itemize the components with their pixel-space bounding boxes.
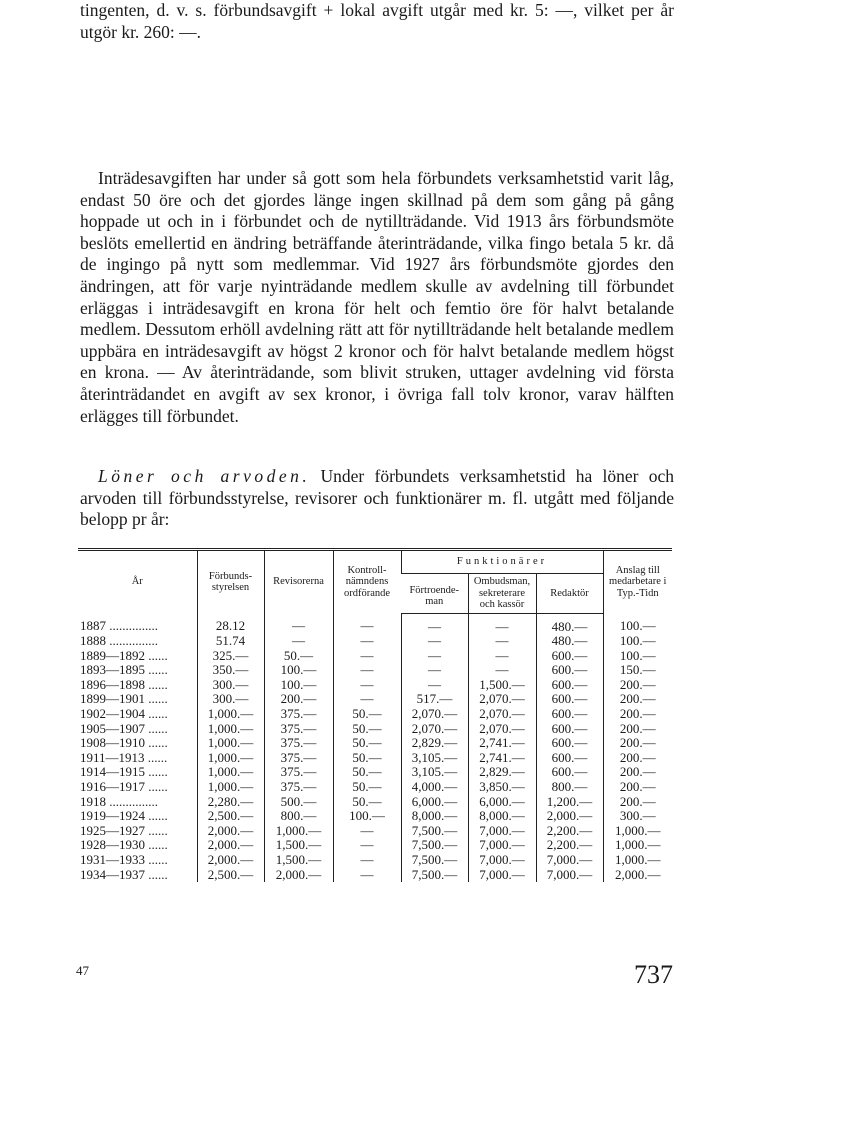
table-cell: 1931—1933 ...... bbox=[80, 852, 168, 867]
table-row bbox=[78, 678, 672, 693]
table-cell: 2,070.— bbox=[468, 722, 536, 737]
salary-table bbox=[78, 548, 672, 882]
table-cell: — bbox=[468, 663, 536, 678]
header-revisorer: Revisorerna bbox=[264, 550, 333, 614]
table-cell: 1914—1915 ...... bbox=[80, 764, 168, 780]
table-cell: 200.— bbox=[603, 707, 672, 722]
table-cell: 200.— bbox=[603, 751, 672, 766]
table-cell: 100.— bbox=[264, 678, 333, 693]
table-cell: 4,000.— bbox=[401, 780, 468, 795]
table-cell: 480.— bbox=[536, 613, 603, 634]
table-cell: 1,000.— bbox=[603, 824, 672, 839]
table-row bbox=[78, 707, 672, 722]
table-cell: 2,829.— bbox=[468, 765, 536, 780]
table-cell: 7,500.— bbox=[401, 868, 468, 883]
table-cell: 7,500.— bbox=[401, 853, 468, 868]
table-cell: 2,000.— bbox=[197, 824, 264, 839]
table-cell: 2,200.— bbox=[536, 838, 603, 853]
table-row bbox=[78, 722, 672, 737]
table-row bbox=[78, 868, 672, 883]
table-cell: 2,500.— bbox=[197, 868, 264, 883]
table-cell: 50.— bbox=[333, 751, 401, 766]
table-cell: 1,000.— bbox=[197, 780, 264, 795]
table-cell: 1,500.— bbox=[264, 838, 333, 853]
table-cell: 1,000.— bbox=[603, 838, 672, 853]
table-cell: 1899—1901 ...... bbox=[80, 691, 168, 707]
table-cell: 1,000.— bbox=[197, 722, 264, 737]
table-cell: 200.— bbox=[603, 678, 672, 693]
paragraph-1: tingenten, d. v. s. förbundsavgift + lokal avgift utgår med kr. 5: —, vilket per år utgör kr. 260: —. bbox=[80, 0, 674, 42]
table-cell: — bbox=[401, 634, 468, 649]
table-cell: 8,000.— bbox=[468, 809, 536, 824]
table-cell: 100.— bbox=[264, 663, 333, 678]
table-cell: 2,070.— bbox=[401, 707, 468, 722]
table-cell: 100.— bbox=[333, 809, 401, 824]
table-cell: 2,000.— bbox=[197, 838, 264, 853]
table-cell: 7,500.— bbox=[401, 824, 468, 839]
table-cell: 1919—1924 ...... bbox=[80, 808, 168, 824]
header-fortroende: Förtroendeman bbox=[401, 574, 468, 614]
table-cell: 50.— bbox=[333, 722, 401, 737]
table-cell: 375.— bbox=[264, 765, 333, 780]
paragraph-3-body: Under förbundets verksamhetstid ha löner och arvoden till förbundsstyrelse, revisorer och funktionärer m. fl. utgått med följande belopp pr år: bbox=[80, 466, 674, 530]
table-cell: 2,000.— bbox=[603, 868, 672, 883]
table-cell: 1,000.— bbox=[197, 736, 264, 751]
table-cell: 7,000.— bbox=[536, 853, 603, 868]
table-cell: 1887 ............... bbox=[80, 618, 158, 634]
table-cell: 2,829.— bbox=[401, 736, 468, 751]
table-cell: 200.— bbox=[603, 692, 672, 707]
table-row bbox=[78, 613, 672, 634]
table-cell: 800.— bbox=[536, 780, 603, 795]
table-cell: 3,850.— bbox=[468, 780, 536, 795]
table-cell: 2,070.— bbox=[468, 707, 536, 722]
table-row bbox=[78, 751, 672, 766]
header-kontroll: Kontrollnämndens ordförande bbox=[333, 550, 401, 614]
table-cell: 1918 ............... bbox=[80, 793, 158, 809]
table-cell: 1,000.— bbox=[197, 707, 264, 722]
table-row bbox=[78, 809, 672, 824]
table-cell: 200.— bbox=[603, 795, 672, 810]
table-cell: — bbox=[401, 663, 468, 678]
table-cell: 1,000.— bbox=[603, 853, 672, 868]
table-cell: — bbox=[468, 634, 536, 649]
table-cell: 1888 ............... bbox=[80, 633, 158, 649]
table-cell: 2,741.— bbox=[468, 736, 536, 751]
table-cell: 1902—1904 ...... bbox=[80, 706, 168, 722]
table-cell: 1,200.— bbox=[536, 795, 603, 810]
table-cell: 500.— bbox=[264, 795, 333, 810]
table-body bbox=[78, 613, 672, 882]
table-cell: 6,000.— bbox=[468, 795, 536, 810]
table-cell: 150.— bbox=[603, 663, 672, 678]
table-cell: — bbox=[333, 853, 401, 868]
table-cell: 1889—1892 ...... bbox=[80, 647, 168, 663]
table-cell: — bbox=[401, 613, 468, 634]
table-cell: 3,105.— bbox=[401, 751, 468, 766]
table-cell: 1,000.— bbox=[197, 765, 264, 780]
table-row bbox=[78, 765, 672, 780]
table-cell: 2,070.— bbox=[468, 692, 536, 707]
table-cell: 375.— bbox=[264, 736, 333, 751]
table-cell: 28.12 bbox=[197, 613, 264, 634]
table-cell: 600.— bbox=[536, 692, 603, 707]
table-cell: — bbox=[333, 692, 401, 707]
table-cell: 100.— bbox=[603, 634, 672, 649]
table-cell: 375.— bbox=[264, 780, 333, 795]
table-row bbox=[78, 663, 672, 678]
table-cell: 600.— bbox=[536, 663, 603, 678]
table-cell: 375.— bbox=[264, 722, 333, 737]
header-year: År bbox=[131, 576, 143, 588]
table-cell: 1911—1913 ...... bbox=[80, 749, 168, 765]
table-cell: 6,000.— bbox=[401, 795, 468, 810]
paragraph-2: Inträdesavgiften har under så gott som hela förbundets verksamhetstid varit låg, endast 50 öre och det gjordes länge ingen skillnad på dem som gång på gång hoppade ut och in i förbundet och de nytillträdande. Vid 1913 års förbundsmöte beslöts emellertid en ändring beträffande återinträdande, vilka fingo betala 5 kr. då de ingingo på nytt som medlemmar. Vid 1927 års förbundsmöte gjordes den ändringen, att för varje nyinträdande medlem skulle av avdelning till förbundet erläggas i inträdesavgift en krona för helt och femtio öre för halvt betalande medlem. Dessutom erhöll avdelning rätt att för nytillträdande helt betalande medlem uppbära en inträdesavgift av högst 2 kronor och för halvt betalande medlem högst en krona. — Av återinträdande, som blivit struken, uttager avdelning vid första återinträdandet en avgift av sex kronor, i övriga fall tolv kronor, varav hälften erlägges till förbundet. bbox=[80, 168, 674, 426]
table-cell: 7,000.— bbox=[468, 824, 536, 839]
table-cell: 2,000.— bbox=[264, 868, 333, 883]
header-ombudsman: Ombudsman, sekreterare och kassör bbox=[468, 574, 536, 614]
table-row bbox=[78, 795, 672, 810]
table-cell: 2,200.— bbox=[536, 824, 603, 839]
table-cell: 480.— bbox=[536, 634, 603, 649]
table-cell: 1896—1898 ...... bbox=[80, 676, 168, 692]
table-cell: 600.— bbox=[536, 678, 603, 693]
paragraph-3 bbox=[80, 466, 674, 531]
table-cell: — bbox=[401, 649, 468, 664]
header-anslag: Anslag till medarbetare i Typ.-Tidn bbox=[603, 550, 672, 614]
table-cell: 600.— bbox=[536, 751, 603, 766]
table-cell: — bbox=[264, 634, 333, 649]
table-cell: — bbox=[333, 824, 401, 839]
table-cell: 7,000.— bbox=[468, 838, 536, 853]
table-cell: — bbox=[333, 634, 401, 649]
table-cell: 300.— bbox=[197, 692, 264, 707]
table-cell: 50.— bbox=[333, 780, 401, 795]
table-cell: 1925—1927 ...... bbox=[80, 822, 168, 838]
table-cell: 100.— bbox=[603, 613, 672, 634]
table-row bbox=[78, 649, 672, 664]
table-cell: 2,500.— bbox=[197, 809, 264, 824]
table-cell: 600.— bbox=[536, 722, 603, 737]
table-cell: 8,000.— bbox=[401, 809, 468, 824]
table-cell: — bbox=[401, 678, 468, 693]
table-cell: 375.— bbox=[264, 707, 333, 722]
table-cell: 1916—1917 ...... bbox=[80, 779, 168, 795]
section-heading: Löner och arvoden. bbox=[98, 466, 311, 486]
body-text-2 bbox=[80, 168, 674, 427]
table-cell: 2,280.— bbox=[197, 795, 264, 810]
table-cell: — bbox=[468, 649, 536, 664]
table-row bbox=[78, 780, 672, 795]
table-row bbox=[78, 692, 672, 707]
table-cell: — bbox=[333, 678, 401, 693]
table-cell: 200.— bbox=[603, 736, 672, 751]
table-cell: 1,000.— bbox=[264, 824, 333, 839]
table-cell: 300.— bbox=[197, 678, 264, 693]
table-row bbox=[78, 736, 672, 751]
table-cell: 517.— bbox=[401, 692, 468, 707]
table-cell: 1893—1895 ...... bbox=[80, 662, 168, 678]
table-cell: — bbox=[333, 663, 401, 678]
table-cell: 50.— bbox=[264, 649, 333, 664]
table-cell: 350.— bbox=[197, 663, 264, 678]
table-cell: 600.— bbox=[536, 765, 603, 780]
table-cell: 7,000.— bbox=[536, 868, 603, 883]
table-cell: — bbox=[333, 838, 401, 853]
table-cell: 300.— bbox=[603, 809, 672, 824]
page-number-left: 47 bbox=[76, 963, 89, 978]
header-funktionarer: Funktionärer bbox=[401, 550, 603, 574]
table-cell: 800.— bbox=[264, 809, 333, 824]
page-number-right: 737 bbox=[634, 960, 673, 989]
table-cell: 2,070.— bbox=[401, 722, 468, 737]
table-cell: 200.— bbox=[603, 765, 672, 780]
table-cell: 50.— bbox=[333, 765, 401, 780]
table-cell: 2,000.— bbox=[197, 853, 264, 868]
table-row bbox=[78, 634, 672, 649]
table-cell: — bbox=[333, 613, 401, 634]
table-cell: 51.74 bbox=[197, 634, 264, 649]
table-cell: 1,000.— bbox=[197, 751, 264, 766]
table-cell: 7,500.— bbox=[401, 838, 468, 853]
table-cell: 600.— bbox=[536, 736, 603, 751]
table-cell: 100.— bbox=[603, 649, 672, 664]
table-cell: 325.— bbox=[197, 649, 264, 664]
table-cell: 50.— bbox=[333, 707, 401, 722]
table-cell: 375.— bbox=[264, 751, 333, 766]
table-cell: 1934—1937 ...... bbox=[80, 866, 168, 882]
body-text bbox=[80, 0, 674, 43]
table-cell: 3,105.— bbox=[401, 765, 468, 780]
table-cell: 50.— bbox=[333, 795, 401, 810]
header-styrelse: Förbundsstyrelsen bbox=[197, 550, 264, 614]
table-cell: 600.— bbox=[536, 649, 603, 664]
table-cell: 600.— bbox=[536, 707, 603, 722]
table-cell: 1,500.— bbox=[264, 853, 333, 868]
body-text-3 bbox=[80, 466, 674, 531]
table-cell: 1908—1910 ...... bbox=[80, 735, 168, 751]
table-cell: 200.— bbox=[603, 780, 672, 795]
table-cell: 2,000.— bbox=[536, 809, 603, 824]
table-cell: — bbox=[333, 868, 401, 883]
header-redaktor: Redaktör bbox=[536, 574, 603, 614]
table-cell: 1928—1930 ...... bbox=[80, 837, 168, 853]
table-cell: 200.— bbox=[603, 722, 672, 737]
table-cell: — bbox=[264, 613, 333, 634]
table-cell: 200.— bbox=[264, 692, 333, 707]
table-cell: 2,741.— bbox=[468, 751, 536, 766]
table-cell: 1,500.— bbox=[468, 678, 536, 693]
table-cell: 1905—1907 ...... bbox=[80, 720, 168, 736]
table-cell: 50.— bbox=[333, 736, 401, 751]
table-cell: — bbox=[333, 649, 401, 664]
table-cell: — bbox=[468, 613, 536, 634]
table-row bbox=[78, 824, 672, 839]
table-row bbox=[78, 853, 672, 868]
table-cell: 7,000.— bbox=[468, 868, 536, 883]
table-row bbox=[78, 838, 672, 853]
table-cell: 7,000.— bbox=[468, 853, 536, 868]
